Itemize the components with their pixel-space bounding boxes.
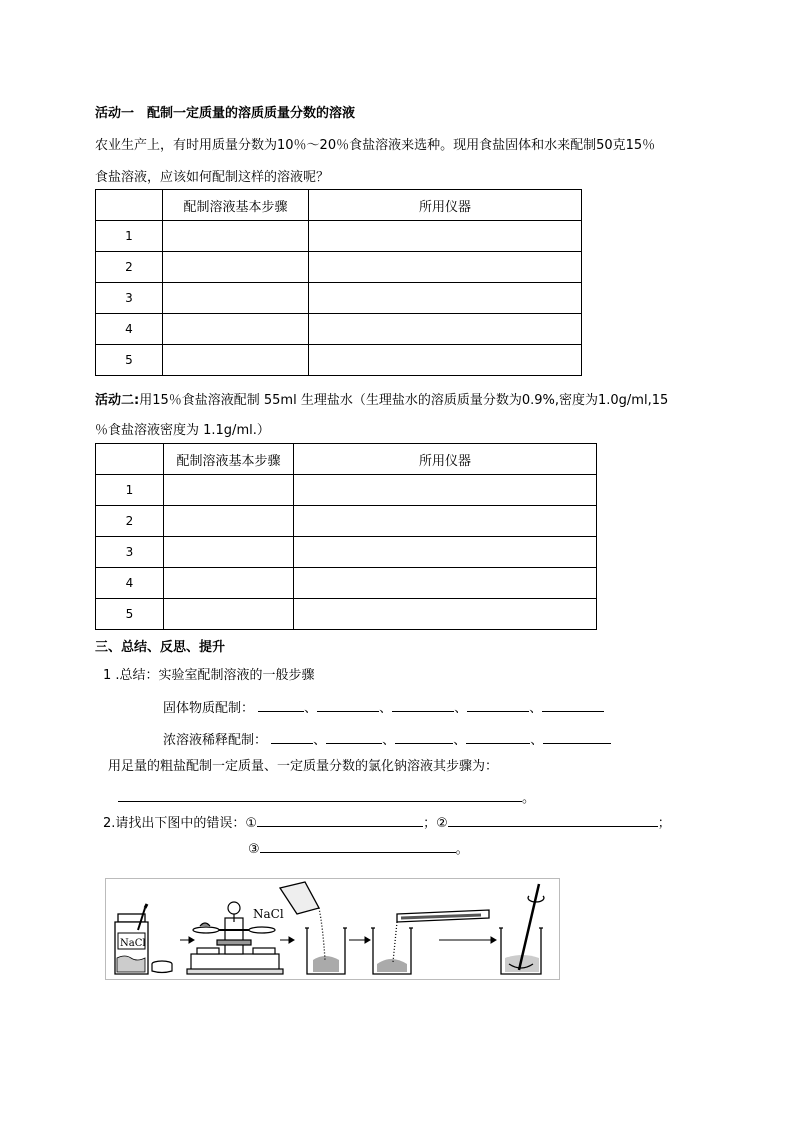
answer-blank[interactable]: [395, 729, 453, 744]
section3-title: 三、总结、反思、提升: [95, 640, 226, 655]
answer-blank[interactable]: [392, 697, 454, 712]
error-question-prefix: 2.请找出下图中的错误：: [103, 816, 246, 831]
instrument-cell[interactable]: [309, 345, 582, 376]
instrument-cell[interactable]: [309, 252, 582, 283]
answer-blank[interactable]: [543, 729, 611, 744]
row-number: 2: [96, 506, 164, 537]
period: 。: [455, 842, 469, 857]
marker-3: ③: [248, 842, 260, 857]
answer-blank[interactable]: [258, 697, 304, 712]
error-question-line3: [248, 838, 469, 857]
instrument-cell[interactable]: [309, 283, 582, 314]
table-row: [96, 537, 597, 568]
answer-blank[interactable]: [118, 787, 522, 802]
row-number: 1: [96, 221, 163, 252]
row-number: 2: [96, 252, 163, 283]
table-row: [96, 599, 597, 630]
beaker-pouring: [280, 882, 347, 974]
solid-label: 固体物质配制：: [163, 701, 255, 716]
row-number: 3: [96, 537, 164, 568]
table-header-cell: 所用仪器: [294, 444, 597, 475]
instrument-cell[interactable]: [294, 475, 597, 506]
crude-salt-answer-line: [118, 787, 535, 806]
table-row: [96, 252, 582, 283]
instrument-cell[interactable]: [294, 506, 597, 537]
answer-blank[interactable]: [260, 838, 456, 853]
answer-blank[interactable]: [467, 697, 529, 712]
separator: 、: [379, 701, 393, 716]
row-number: 3: [96, 283, 163, 314]
table-header-cell: 配制溶液基本步骤: [163, 190, 309, 221]
crude-salt-question: 用足量的粗盐配制一定质量、一定质量分数的氯化钠溶液其步骤为：: [108, 759, 499, 774]
table-header-cell: 所用仪器: [309, 190, 582, 221]
answer-blank[interactable]: [542, 697, 604, 712]
step-cell[interactable]: [164, 568, 294, 599]
separator: 、: [454, 701, 468, 716]
table-row: [96, 475, 597, 506]
answer-blank[interactable]: [466, 729, 530, 744]
separator: 、: [382, 733, 396, 748]
step-cell[interactable]: [164, 475, 294, 506]
step-cell[interactable]: [163, 221, 309, 252]
activity2-text-line2: ％食盐溶液密度为 1.1g/ml.）: [95, 423, 270, 438]
row-number: 5: [96, 345, 163, 376]
solid-preparation-line: [163, 697, 604, 716]
instrument-cell[interactable]: [309, 314, 582, 345]
beaker-stirring: [499, 884, 544, 974]
answer-blank[interactable]: [257, 812, 423, 827]
error-question-line: [103, 812, 671, 831]
table-row: [96, 506, 597, 537]
separator: 、: [529, 701, 543, 716]
step-cell[interactable]: [163, 283, 309, 314]
row-number: 1: [96, 475, 164, 506]
instrument-cell[interactable]: [294, 537, 597, 568]
step-cell[interactable]: [164, 537, 294, 568]
step-cell[interactable]: [164, 599, 294, 630]
instrument-cell[interactable]: [294, 568, 597, 599]
activity2-title: 活动二:: [95, 393, 140, 408]
weighing-dish: [152, 961, 172, 973]
row-number: 4: [96, 568, 164, 599]
semicolon: ；: [423, 816, 437, 831]
table-row: [96, 314, 582, 345]
separator: 、: [304, 701, 318, 716]
period: 。: [522, 791, 536, 806]
table-header-cell: 配制溶液基本步骤: [164, 444, 294, 475]
semicolon: ；: [657, 816, 671, 831]
answer-blank[interactable]: [317, 697, 379, 712]
summary-item1: 1 .总结：实验室配制溶液的一般步骤: [103, 668, 315, 683]
instrument-cell[interactable]: [294, 599, 597, 630]
activity1-text-line1: 农业生产上，有时用质量分数为10％～20％食盐溶液来选种。现用食盐固体和水来配制50克15％: [95, 138, 656, 153]
marker-2: ②: [436, 816, 448, 831]
table-row: [96, 283, 582, 314]
step-cell[interactable]: [163, 252, 309, 283]
step-cell[interactable]: [164, 506, 294, 537]
separator: 、: [453, 733, 467, 748]
separator: 、: [530, 733, 544, 748]
activity2-table: [95, 443, 597, 630]
beaker-cylinder: [371, 910, 489, 974]
activity2-line1: [95, 389, 668, 408]
instrument-cell[interactable]: [309, 221, 582, 252]
separator: 、: [313, 733, 327, 748]
jar-label: NaCl: [120, 938, 146, 949]
step-cell[interactable]: [163, 314, 309, 345]
table-header-cell: [96, 190, 163, 221]
balance-label: NaCl: [253, 907, 284, 921]
answer-blank[interactable]: [448, 812, 658, 827]
table-row: [96, 345, 582, 376]
marker-1: ①: [245, 816, 258, 831]
activity1-text-line2: 食盐溶液，应该如何配制这样的溶液呢？: [95, 170, 330, 185]
table-row: [96, 568, 597, 599]
answer-blank[interactable]: [271, 729, 313, 744]
dilution-label: 浓溶液稀释配制：: [163, 733, 268, 748]
row-number: 4: [96, 314, 163, 345]
dilution-line: [163, 729, 611, 748]
answer-blank[interactable]: [326, 729, 382, 744]
step-cell[interactable]: [163, 345, 309, 376]
solution-preparation-figure: [105, 878, 560, 980]
table-row: [96, 221, 582, 252]
activity2-text-line1: 用15％食盐溶液配制 55ml 生理盐水（生理盐水的溶质质量分数为0.9%,密度为1.0g/ml,15: [139, 393, 669, 408]
row-number: 5: [96, 599, 164, 630]
table-header-cell: [96, 444, 164, 475]
activity1-table: [95, 189, 582, 376]
activity1-title: 活动一 配制一定质量的溶质质量分数的溶液: [95, 106, 356, 121]
